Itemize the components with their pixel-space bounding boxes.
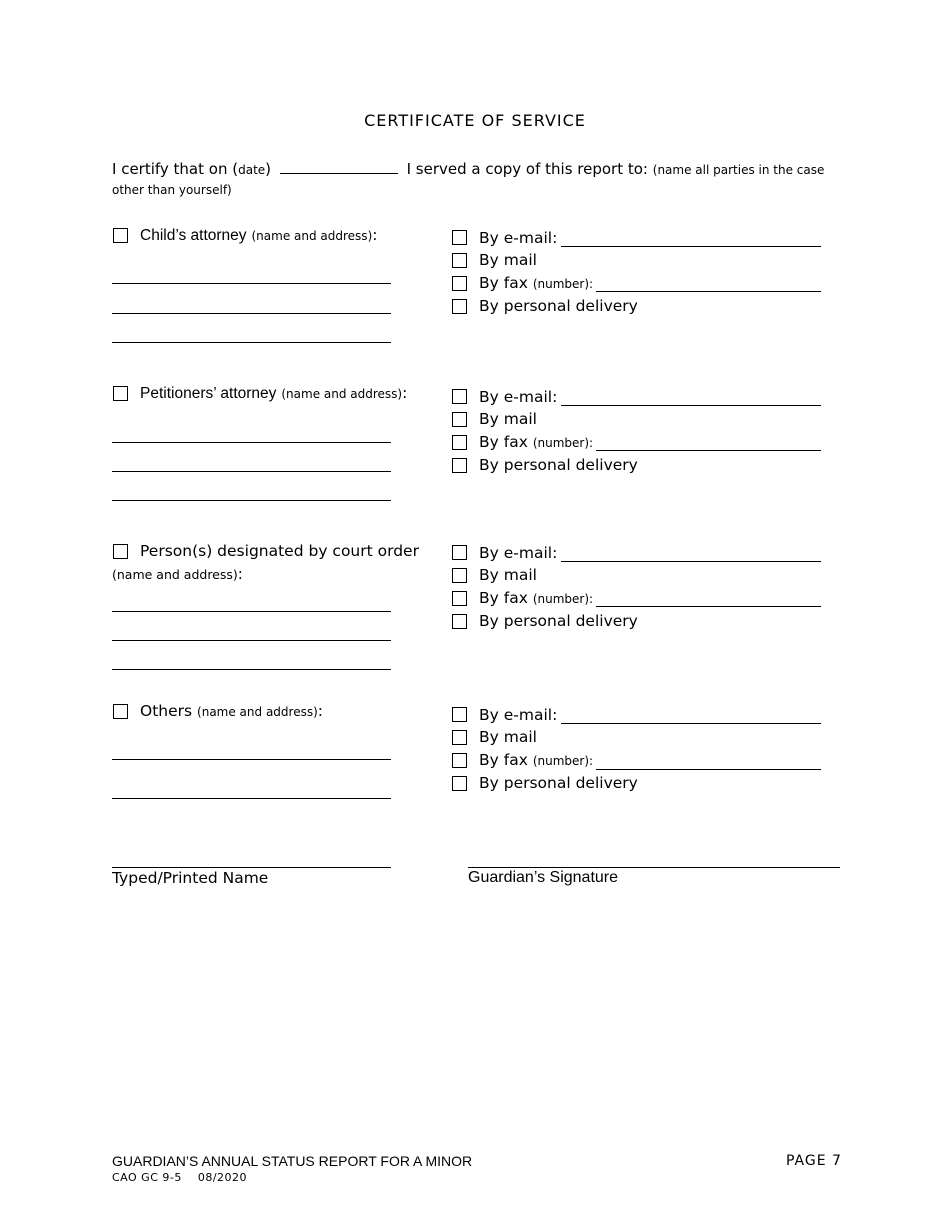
party-address-line[interactable] bbox=[112, 500, 391, 501]
party-childs-attorney-checkbox[interactable] bbox=[113, 228, 128, 243]
fax-sub-text: (number): bbox=[532, 436, 594, 450]
party-colon: : bbox=[237, 565, 243, 583]
fax-checkbox[interactable] bbox=[452, 435, 467, 450]
mail-label: By mail bbox=[479, 728, 537, 746]
party-sub-text: (name and address) bbox=[112, 567, 238, 582]
personal-delivery-label: By personal delivery bbox=[479, 297, 638, 315]
party-address-line[interactable] bbox=[112, 313, 391, 314]
party-others-checkbox[interactable] bbox=[113, 704, 128, 719]
personal-delivery-label: By personal delivery bbox=[479, 456, 638, 474]
mail-label: By mail bbox=[479, 251, 537, 269]
fax-sub-text: (number): bbox=[532, 754, 594, 768]
certify-part2: ) bbox=[265, 160, 272, 178]
fax-text: By fax bbox=[479, 589, 528, 607]
mail-checkbox[interactable] bbox=[452, 568, 467, 583]
party-address-line[interactable] bbox=[112, 442, 391, 443]
email-checkbox[interactable] bbox=[452, 545, 467, 560]
fax-sub-text: (number): bbox=[532, 277, 594, 291]
date-field[interactable] bbox=[280, 161, 398, 174]
fax-label bbox=[479, 433, 593, 451]
party-court-designated-sub bbox=[112, 565, 243, 583]
party-label-text: Others bbox=[140, 702, 193, 720]
certify-part1: I certify that on ( bbox=[112, 160, 239, 178]
page-title: CERTIFICATE OF SERVICE bbox=[364, 111, 586, 130]
mail-checkbox[interactable] bbox=[452, 412, 467, 427]
fax-label bbox=[479, 274, 593, 292]
email-label: By e-mail: bbox=[479, 706, 558, 724]
party-sub-text: (name and address) bbox=[251, 229, 373, 243]
guardian-signature-label: Guardian’s Signature bbox=[468, 869, 619, 886]
email-checkbox[interactable] bbox=[452, 707, 467, 722]
mail-checkbox[interactable] bbox=[452, 253, 467, 268]
footer-form-date: 08/2020 bbox=[197, 1171, 248, 1184]
party-label-text: Petitioners’ attorney bbox=[140, 385, 277, 402]
footer-page-number: PAGE 7 bbox=[786, 1153, 842, 1169]
party-address-line[interactable] bbox=[112, 759, 391, 760]
personal-delivery-checkbox[interactable] bbox=[452, 299, 467, 314]
email-label: By e-mail: bbox=[479, 229, 558, 247]
party-petitioners-attorney-checkbox[interactable] bbox=[113, 386, 128, 401]
fax-checkbox[interactable] bbox=[452, 753, 467, 768]
party-colon: : bbox=[372, 226, 378, 244]
party-court-designated-checkbox[interactable] bbox=[113, 544, 128, 559]
party-colon: : bbox=[317, 702, 324, 720]
party-court-designated-label: Person(s) designated by court order bbox=[140, 542, 419, 560]
certify-date-word: date bbox=[238, 163, 266, 177]
fax-checkbox[interactable] bbox=[452, 591, 467, 606]
party-petitioners-attorney-label bbox=[140, 384, 407, 403]
footer-form-code: CAO GC 9-5 bbox=[112, 1171, 182, 1184]
party-others-label bbox=[140, 702, 323, 720]
fax-number-field[interactable] bbox=[596, 291, 821, 292]
personal-delivery-label: By personal delivery bbox=[479, 774, 638, 792]
email-field[interactable] bbox=[561, 723, 821, 724]
mail-label: By mail bbox=[479, 566, 537, 584]
certify-part3: I served a copy of this report to: bbox=[406, 160, 648, 178]
printed-name-label: Typed/Printed Name bbox=[112, 869, 269, 887]
fax-text: By fax bbox=[479, 751, 528, 769]
email-field[interactable] bbox=[561, 561, 821, 562]
party-address-line[interactable] bbox=[112, 640, 391, 641]
fax-number-field[interactable] bbox=[596, 769, 821, 770]
party-label-text: Child’s attorney bbox=[140, 227, 247, 244]
footer-form-title: GUARDIAN’S ANNUAL STATUS REPORT FOR A MINOR bbox=[112, 1153, 473, 1169]
fax-checkbox[interactable] bbox=[452, 276, 467, 291]
email-field[interactable] bbox=[561, 246, 821, 247]
fax-label bbox=[479, 751, 593, 769]
personal-delivery-checkbox[interactable] bbox=[452, 776, 467, 791]
printed-name-field[interactable] bbox=[112, 867, 391, 868]
party-address-line[interactable] bbox=[112, 342, 391, 343]
email-checkbox[interactable] bbox=[452, 389, 467, 404]
party-colon: : bbox=[402, 384, 408, 402]
personal-delivery-checkbox[interactable] bbox=[452, 458, 467, 473]
mail-checkbox[interactable] bbox=[452, 730, 467, 745]
footer-form-id bbox=[112, 1171, 247, 1184]
certify-statement bbox=[112, 160, 857, 200]
email-label: By e-mail: bbox=[479, 388, 558, 406]
mail-label: By mail bbox=[479, 410, 537, 428]
personal-delivery-label: By personal delivery bbox=[479, 612, 638, 630]
email-field[interactable] bbox=[561, 405, 821, 406]
party-childs-attorney-label bbox=[140, 226, 377, 245]
party-address-line[interactable] bbox=[112, 669, 391, 670]
email-checkbox[interactable] bbox=[452, 230, 467, 245]
fax-number-field[interactable] bbox=[596, 606, 821, 607]
party-address-line[interactable] bbox=[112, 798, 391, 799]
fax-number-field[interactable] bbox=[596, 450, 821, 451]
party-sub-text: (name and address) bbox=[281, 387, 403, 401]
fax-sub-text: (number): bbox=[532, 592, 594, 606]
fax-text: By fax bbox=[479, 433, 528, 451]
fax-label bbox=[479, 589, 593, 607]
party-address-line[interactable] bbox=[112, 283, 391, 284]
party-sub-text: (name and address) bbox=[197, 705, 318, 719]
guardian-signature-field[interactable] bbox=[468, 867, 840, 868]
fax-text: By fax bbox=[479, 274, 528, 292]
certify-note: (name all parties in the case other than yourself) bbox=[112, 163, 825, 197]
email-label: By e-mail: bbox=[479, 544, 558, 562]
party-address-line[interactable] bbox=[112, 471, 391, 472]
personal-delivery-checkbox[interactable] bbox=[452, 614, 467, 629]
party-address-line[interactable] bbox=[112, 611, 391, 612]
